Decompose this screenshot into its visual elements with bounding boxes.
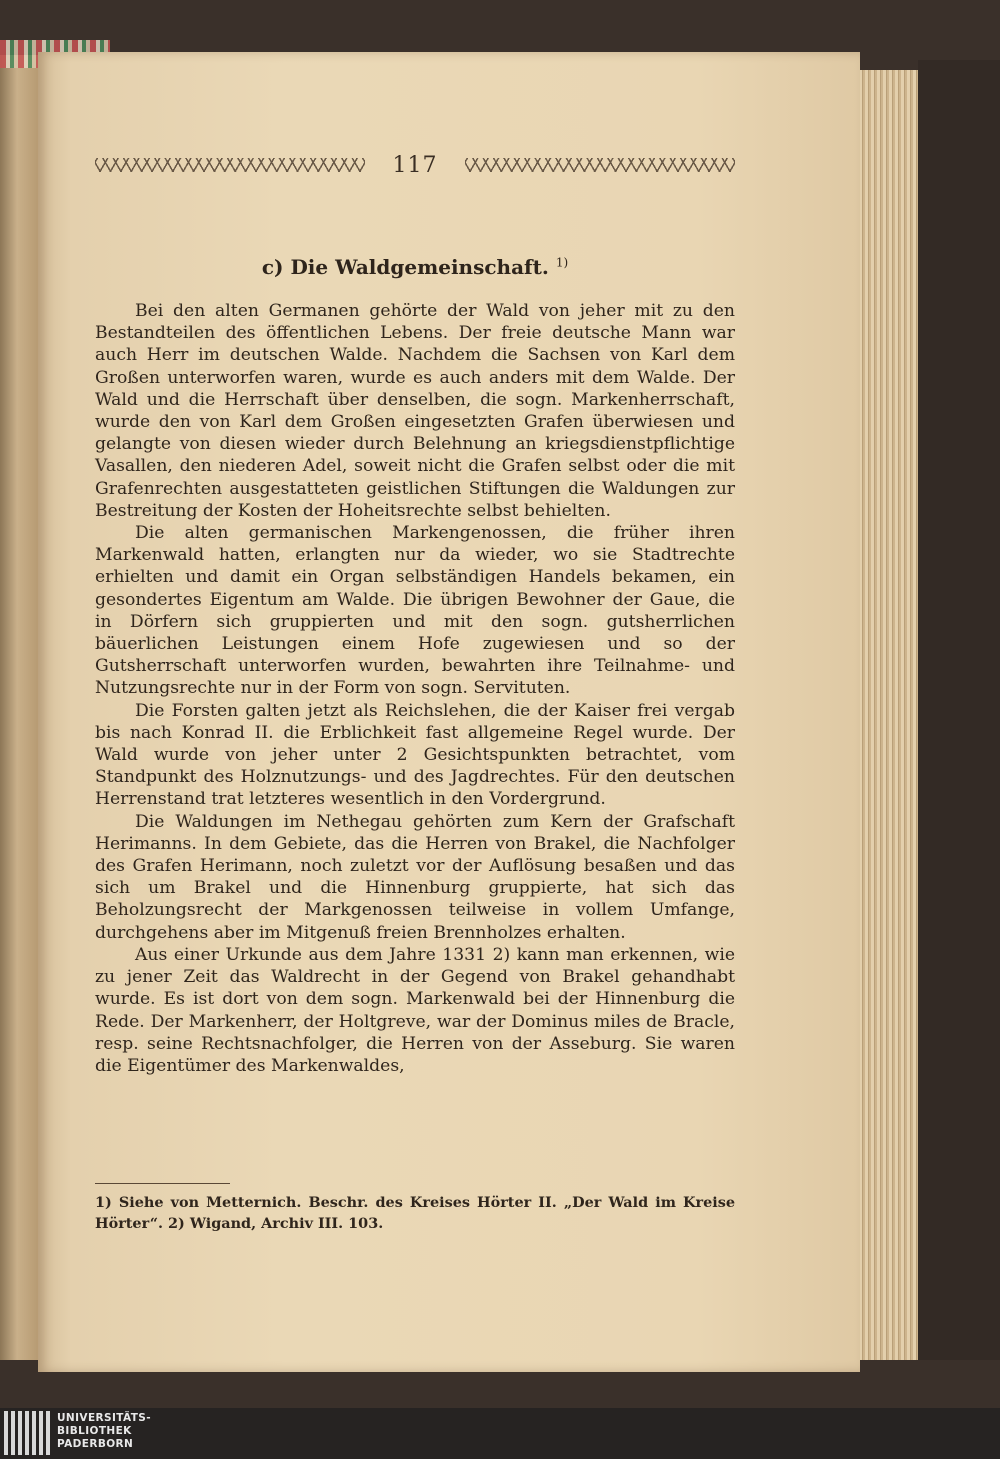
paragraph: Die alten germanischen Markengenossen, die früher ihren Markenwald hatten, erlangten nur da wieder, wo sie Stadtrechte erhielten und damit ein Organ selbständigen Handels bekamen, ein gesondertes Eigentum am Walde. Die übrigen Bewohner der Gaue, die in Dörfern sich gruppierten und mit den sogn. gutsherrlichen bäuerlichen Leistungen einem Hofe zugewiesen und so der Gutsherrschaft unterworfen wurden, bewahrten ihre Teilnahme- und Nutzungsrechte nur in der Form von sogn. Servituten. — [95, 523, 735, 699]
left-page-edge — [0, 55, 40, 1360]
library-name-line: PADERBORN — [57, 1438, 134, 1450]
paragraph: Aus einer Urkunde aus dem Jahre 1331 2) kann man erkennen, wie zu jener Zeit das Waldrecht in der Gegend von Brakel gehandhabt wurde. Es ist dort von dem sogn. Markenwald bei der Hinnenburg die Rede. Der Markenherr, der Holtgreve, war der Dominus miles de Bracle, resp. seine Rechtsnachfolger, die Herren von der Asseburg. Sie waren die Eigentümer des Markenwaldes, — [95, 944, 735, 1076]
book-cover-edge — [918, 60, 1000, 1360]
library-name-line: UNIVERSITÄTS- — [57, 1412, 152, 1424]
library-logo-icon — [4, 1411, 52, 1455]
section-title-text: c) Die Waldgemeinschaft. — [261, 255, 549, 279]
body-text — [95, 300, 735, 1077]
library-name — [57, 1412, 177, 1451]
paragraph: Die Forsten galten jetzt als Reichslehen, die der Kaiser frei vergab bis nach Konrad II. die Erblichkeit fast allgemeine Regel wurde. Der Wald wurde von jeher unter 2 Gesichtspunkten betrachtet, vom Standpunkt des Holznutzungs- und des Jagdrechtes. Für den deutschen Herrenstand trat letzteres wesentlich in den Vordergrund. — [95, 700, 735, 810]
footnote-1: 1) Siehe von Metternich. Beschr. des Kreises Hörter II. „Der Wald im Kreise Hörter“. — [95, 1194, 735, 1232]
paragraph: Bei den alten Germanen gehörte der Wald von jeher mit zu den Bestandteilen des öffentlichen Lebens. Der freie deutsche Mann war auch Herr im deutschen Walde. Nachdem die Sachsen von Karl dem Großen unterworfen waren, wurde es auch anders mit dem Walde. Der Wald und die Herrschaft über denselben, die sogn. Markenherrschaft, wurde den von Karl dem Großen eingesetzten Grafen überwiesen und gelangte von diesen wieder durch Belehnung an kriegsdienstpflichtige Vasallen, den niederen Adel, soweit nicht die Grafen selbst oder die mit Grafenrechten ausgestatteten geistlichen Stiftungen die Waldungen zur Bestreitung der Kosten der Hoheitsrechte selbst behielten. — [95, 301, 735, 521]
running-header — [95, 152, 735, 178]
header-ornament-right — [465, 158, 735, 172]
footnote-2: 2) Wigand, Archiv III. 103. — [168, 1215, 384, 1232]
paragraph: Die Waldungen im Nethegau gehörten zum Kern der Grafschaft Herimanns. In dem Gebiete, das die Herren von Brakel, die Nachfolger des Grafen Herimann, noch zuletzt vor der Auflösung besaßen und das sich um Brakel und die Hinnenburg gruppierte, hat sich das Beholzungsrecht der Markgenossen teilweise in vollem Umfange, durchgehens aber im Mitgenuß freien Brennholzes erhalten. — [95, 811, 735, 943]
section-title — [95, 255, 735, 279]
header-ornament-left — [95, 158, 365, 172]
footnote-rule — [95, 1183, 230, 1184]
page-number: 117 — [392, 152, 438, 178]
footnotes — [95, 1192, 735, 1234]
library-name-line: BIBLIOTHEK — [57, 1425, 132, 1437]
page-stack-edges — [850, 70, 921, 1360]
section-title-footnote-ref: 1) — [555, 255, 569, 270]
